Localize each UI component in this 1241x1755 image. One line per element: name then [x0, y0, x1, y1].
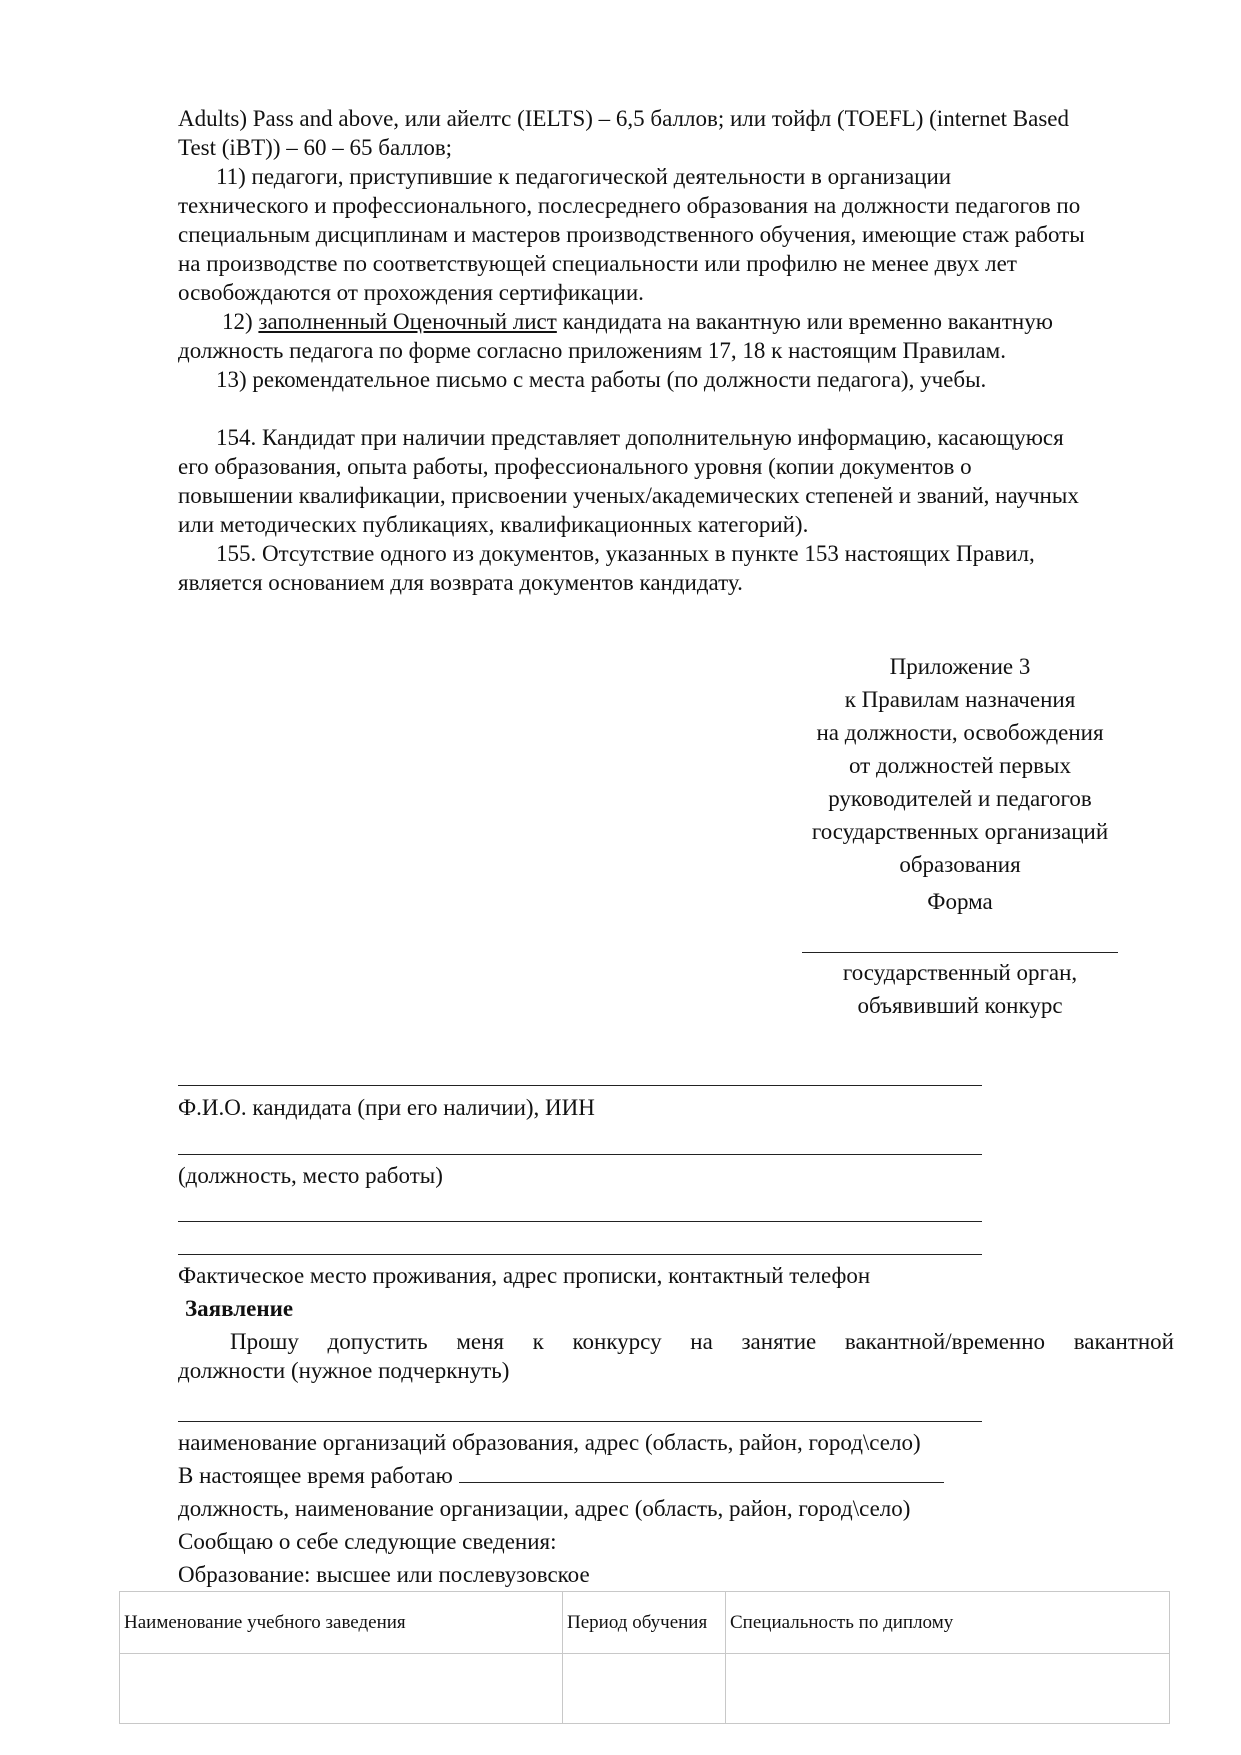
item-13: 13) рекомендательное письмо с места работы (по должности педагога), учебы.	[216, 367, 987, 392]
paragraph-154-line-1: 154. Кандидат при наличии представляет дополнительную информацию, касающуюся	[216, 425, 1064, 450]
paragraph-154-line-3: повышении квалификации, присвоении ученых/академических степеней и званий, научных	[178, 483, 1079, 508]
appendix-line: руководителей и педагогов	[828, 786, 1092, 811]
state-body-caption: государственный орган,	[842, 960, 1078, 985]
candidate-name-caption: Ф.И.О. кандидата (при его наличии), ИИН	[178, 1095, 595, 1120]
candidate-name-input-line[interactable]	[178, 1085, 982, 1086]
item-11-line-2: технического и профессионального, послесреднего образования на должности педагогов по	[178, 193, 1081, 218]
table-header-row	[120, 1592, 1170, 1654]
item-12-line-1	[222, 307, 1053, 336]
work-caption: должность, наименование организации, адрес (область, район, город\село)	[178, 1496, 911, 1521]
evaluation-sheet-link[interactable]: заполненный Оценочный лист	[258, 309, 557, 334]
paragraph-155-line-2: является основанием для возврата документов кандидату.	[178, 570, 743, 595]
appendix-line: к Правилам назначения	[844, 687, 1076, 712]
cell-study-period[interactable]	[563, 1654, 726, 1724]
request-line-1: Прошу допустить меня к конкурсу на занятие вакантной/временно вакантной	[230, 1329, 1174, 1354]
paragraph-154-line-2: его образования, опыта работы, профессионального уровня (копии документов о	[178, 454, 972, 479]
item-10-line-1: Adults) Pass and above, или айелтс (IELTS) – 6,5 баллов; или тойфл (TOEFL) (internet Based	[178, 106, 1070, 131]
organization-caption: наименование организаций образования, адрес (область, район, город\село)	[178, 1430, 921, 1455]
item-10-line-2: Test (iBT)) – 60 – 65 баллов;	[178, 135, 453, 160]
request-line-2: должности (нужное подчеркнуть)	[178, 1358, 510, 1383]
item-12-rest: кандидата на вакантную или временно вакантную	[556, 309, 1053, 334]
appendix-line: на должности, освобождения	[816, 720, 1104, 745]
header-specialty: Специальность по диплому	[726, 1592, 1170, 1654]
address-input-line-2[interactable]	[178, 1254, 982, 1255]
item-11-line-4: на производстве по соответствующей специальности или профилю не менее двух лет	[178, 251, 1017, 276]
address-caption: Фактическое место проживания, адрес прописки, контактный телефон	[178, 1263, 871, 1288]
appendix-line: Приложение 3	[889, 654, 1031, 679]
current-work-row	[178, 1461, 944, 1490]
education-line: Образование: высшее или послевузовское	[178, 1562, 590, 1587]
header-study-period: Период обучения	[563, 1592, 726, 1654]
current-work-input-line[interactable]	[459, 1463, 944, 1483]
cell-specialty[interactable]	[726, 1654, 1170, 1724]
state-body-caption: объявивший конкурс	[857, 993, 1063, 1018]
form-label: Форма	[927, 889, 993, 914]
info-intro: Сообщаю о себе следующие сведения:	[178, 1529, 557, 1554]
appendix-line: образования	[899, 852, 1021, 877]
education-table	[119, 1591, 1170, 1724]
item-11-line-5: освобождаются от прохождения сертификации.	[178, 280, 644, 305]
table-row	[120, 1654, 1170, 1724]
item-11-line-3: специальным дисциплинам и мастеров производственного обучения, имеющие стаж работы	[178, 222, 1085, 247]
paragraph-154-line-4: или методических публикациях, квалификационных категорий).	[178, 512, 809, 537]
statement-title: Заявление	[185, 1296, 294, 1321]
state-body-input-line[interactable]	[802, 952, 1118, 953]
position-caption: (должность, место работы)	[178, 1163, 443, 1188]
position-input-line[interactable]	[178, 1154, 982, 1155]
organization-input-line[interactable]	[178, 1421, 982, 1422]
current-work-label: В настоящее время работаю	[178, 1463, 453, 1488]
header-institution: Наименование учебного заведения	[120, 1592, 563, 1654]
appendix-line: государственных организаций	[811, 819, 1109, 844]
address-input-line-1[interactable]	[178, 1221, 982, 1222]
cell-institution[interactable]	[120, 1654, 563, 1724]
item-12-line-2: должность педагога по форме согласно приложениям 17, 18 к настоящим Правилам.	[178, 338, 1006, 363]
item-12-number: 12)	[222, 309, 259, 334]
item-11-line-1: 11) педагоги, приступившие к педагогической деятельности в организации	[216, 164, 952, 189]
paragraph-155-line-1: 155. Отсутствие одного из документов, указанных в пункте 153 настоящих Правил,	[216, 541, 1035, 566]
appendix-line: от должностей первых	[848, 753, 1071, 778]
